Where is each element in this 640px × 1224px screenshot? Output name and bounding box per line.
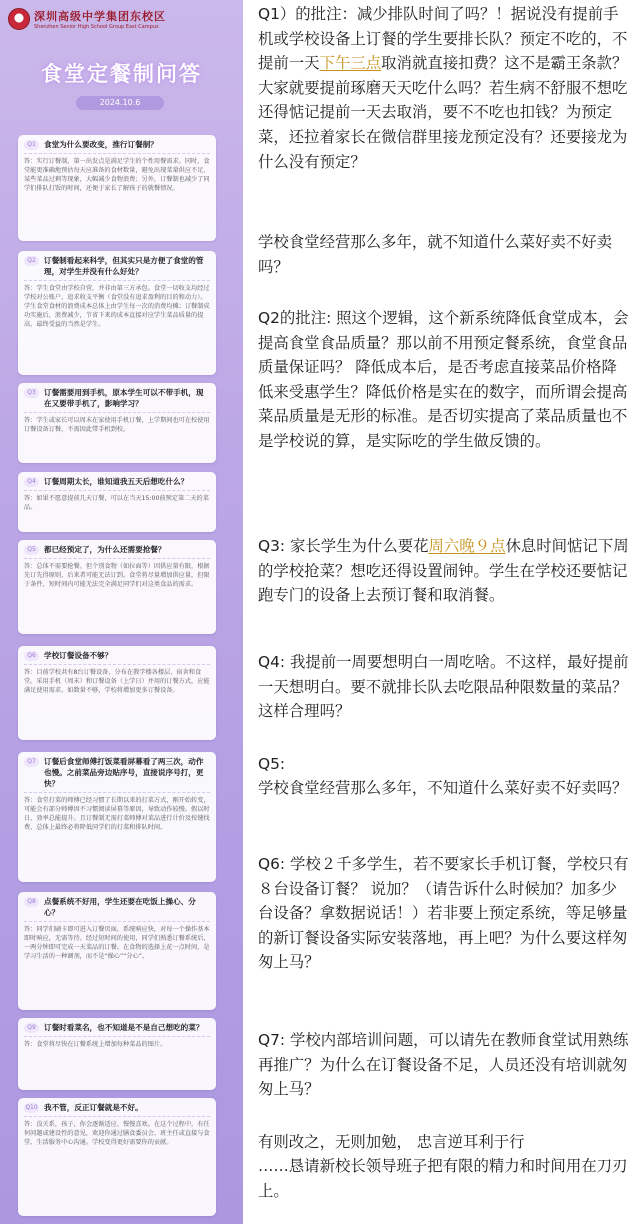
highlight-weekend-time: 周六晚９点 — [428, 537, 506, 555]
poster-header — [0, 0, 243, 120]
question-badge: Q10 — [25, 1104, 38, 1111]
comment-q5-title: Q5: — [258, 755, 286, 773]
answer-text: 答：如果不愿意提前几天订餐，可以在当天15:00前预定第二天的菜品。 — [24, 490, 210, 512]
qa-card-q5 — [18, 540, 216, 634]
answer-text: 答：食堂将尽快在订餐系统上增加每种菜品的图片。 — [24, 1036, 210, 1049]
qa-card-q7 — [18, 752, 216, 882]
qa-card-q1 — [18, 135, 216, 241]
question-text: 订餐后食堂师傅打饭菜看屏幕看了两三次，动作也慢。之前菜品旁边贴序号，直接说序号打，更快？ — [44, 757, 204, 788]
school-branding — [8, 8, 166, 30]
qa-card-q8 — [18, 892, 216, 1010]
question-text: 点餐系统不好用，学生还要在吃饭上操心、分心？ — [44, 897, 196, 917]
closing-proverb: 有则改之，无则加勉， 忠言逆耳利于行 — [258, 1133, 525, 1151]
answer-text: 答：总体不需要抢餐。但个别食物（如拉面等）因供应量有限，根据先订先得原则，后来者可能无法订到。食堂将尽量增加供应量，但限于条件，短时间内可能无法完全满足同学们对这类食品的需求。 — [24, 558, 210, 589]
question-text: 食堂为什么要改变，推行订餐制？ — [44, 140, 158, 149]
question-badge: Q4 — [24, 477, 39, 487]
school-logo-icon — [8, 8, 30, 30]
comment-q5: 学校食堂经营那么多年，不知道什么菜好卖不好卖吗？ — [258, 779, 628, 797]
question-text: 订餐周期太长，谁知道我五天后想吃什么？ — [44, 477, 189, 486]
question-text: 都已经预定了，为什么还需要抢餐？ — [44, 545, 166, 554]
question-text: 我不管，反正订餐就是不好。 — [44, 1103, 143, 1112]
answer-text: 答：食堂打菜的师傅已经习惯了长期以来的打菜方式，刚开始转变，可能会有部分师傅因不习惯阅读屏幕等原因，导致动作较慢。假以时日，效率总能提升。且订餐制无需打菜师傅对菜品进行计价及按键找费，总体上最终必将降低同学们的打菜和排队时间。 — [24, 792, 210, 832]
question-text: 学校订餐设备不够？ — [44, 651, 113, 660]
faq-poster — [0, 0, 243, 1224]
question-badge: Q3 — [24, 388, 39, 398]
question-badge: Q1 — [24, 140, 39, 150]
school-name-en: Shenzhen Senior High School Group East Campus — [34, 24, 159, 30]
question-badge: Q2 — [24, 256, 39, 266]
question-badge: Q7 — [24, 757, 39, 767]
answer-text: 答：目前学校共有8台订餐设备，分布在教学楼各楼层、宿舍和食堂。采用手机（周末）和订餐设备（上学日）并用的订餐方式，应能满足使用需求。如数量不够，学校将增加更多订餐设备。 — [24, 664, 210, 695]
question-badge: Q8 — [24, 897, 39, 907]
closing-appeal: ……恳请新校长领导班子把有限的精力和时间用在刀刃上。 — [258, 1157, 628, 1200]
answer-text: 答：同学们刷卡即可进入订餐页面，系统响应快，对每一个操作基本即时响应，无需等待。经过短时间的使用，同学们熟悉订餐系统后，一两分钟即可完成一天菜品的订餐。在食物的选择上花一点时间，是学习生活的一种调剂，而不是“操心”“分心”。 — [24, 921, 210, 961]
question-text: 订餐需要用到手机，原本学生可以不带手机，现在又要带手机了，影响学习？ — [44, 388, 204, 408]
comment-q4: Q4: 我提前一周要想明白一周吃啥。不这样，最好提前一天想明白。要不就排长队去吃限品种限数量的菜品？这样合理吗？ — [258, 653, 629, 721]
qa-card-q9 — [18, 1018, 216, 1090]
school-name-cn: 深圳高级中学集团东校区 — [34, 10, 166, 23]
question-badge: Q9 — [24, 1023, 39, 1033]
qa-card-q4 — [18, 472, 216, 532]
comment-q1: Q1）的批注：减少排队时间了吗？！据说没有提前手机或学校设备上订餐的学生要排长队？预定不吃的，不提前一天下午三点取消就直接扣费？这不是霸王条款？大家就要提前琢磨天天吃什么吗？若生病不舒服不想吃还得惦记提前一天去取消，要不不吃也扣钱？为预定菜，还拉着家长在微信群里接龙预定没有？还要接龙为什么没有预定？ — [258, 5, 628, 171]
qa-card-q3 — [18, 383, 216, 463]
comment-menu-knowledge: 学校食堂经营那么多年，就不知道什么菜好卖不好卖吗？ — [258, 233, 612, 276]
qa-card-q6 — [18, 646, 216, 740]
question-text: 订餐时看菜名，也不知道是不是自己想吃的菜？ — [44, 1023, 204, 1032]
answer-text: 答：学生或家长可以周末在家使用手机订餐，上学期间也可在校使用订餐设备订餐，不需因此带手机到校。 — [24, 412, 210, 434]
question-badge: Q6 — [24, 651, 39, 661]
poster-title: 食堂定餐制问答 — [41, 62, 202, 86]
qa-card-q2 — [18, 251, 216, 375]
comment-q7: Q7: 学校内部培训问题，可以请先在教师食堂试用熟练再推广？为什么在订餐设备不足，人员还没有培训就匆匆上马？ — [258, 1031, 629, 1099]
comment-q6: Q6: 学校２千多学生，若不要家长手机订餐，学校只有８台设备订餐？ 说加？（请告诉什么时候加？加多少台设备？拿数据说话！）若非要上预定系统，等足够量的新订餐设备实际安装落地，再上吧？为什么要这样匆匆上马？ — [258, 855, 629, 972]
answer-text: 答：实行订餐制，第一出发点是满足学生的个性用餐需求。同时，食堂能更准确地预估每天应准备的食材数量，避免出现菜量供应不足、某些菜品过剩等现象，大幅减少食物浪费；另外，订餐制也减少了同学们排队打饭的时间，还便于家长了解孩子的就餐情况。 — [24, 153, 210, 193]
answer-text: 答：没关系，孩子，你会逐渐适应、慢慢喜欢。在这个过程中，有任何问题或建设性的意见，欢迎你通过膳食委员会、班主任或直接与食堂、生活服务中心沟通。学校变得更好需要你的贡献。 — [24, 1116, 210, 1147]
highlight-deadline: 下午三点 — [319, 54, 382, 73]
comment-q3: Q3: 家长学生为什么要花周六晚９点休息时间惦记下周的学校抢菜？想吃还得设置闹钟。学生在学校还要惦记跑专门的设备上去预订餐和取消餐。 — [258, 537, 629, 605]
question-text: 订餐制看起来科学，但其实只是方便了食堂的管理，对学生并没有什么好处？ — [44, 256, 204, 276]
answer-text: 答：学生食堂由学校自营，并非由第三方承包。食堂一切收支均经过学校对公账户，追求收支平衡（食堂没有追求盈利的目的和动力）。学生食堂食材的浪费成本总体上由学生每一次的消费均摊；订餐制成功实施后，浪费减少，节省下来的成本直接对应学生菜品质量的提高，最终受益的当然是学生。 — [24, 280, 210, 329]
comment-q2: Q2的批注: 照这个逻辑，这个新系统降低食堂成本，会提高食堂食品质量？那以前不用预定餐系统，食堂食品质量保证吗？ 降低成本后，是否考虑直接菜品价格降低来受惠学生？降低价格是实在的数字，而所谓会提高菜品质量是无形的标准。是否切实提高了菜品质量也不是学校说的算，是实际吃的学生做反馈的。 — [258, 309, 629, 450]
question-badge: Q5 — [24, 545, 39, 555]
qa-card-q10 — [18, 1098, 216, 1216]
poster-date: 2024.10.6 — [76, 96, 164, 110]
